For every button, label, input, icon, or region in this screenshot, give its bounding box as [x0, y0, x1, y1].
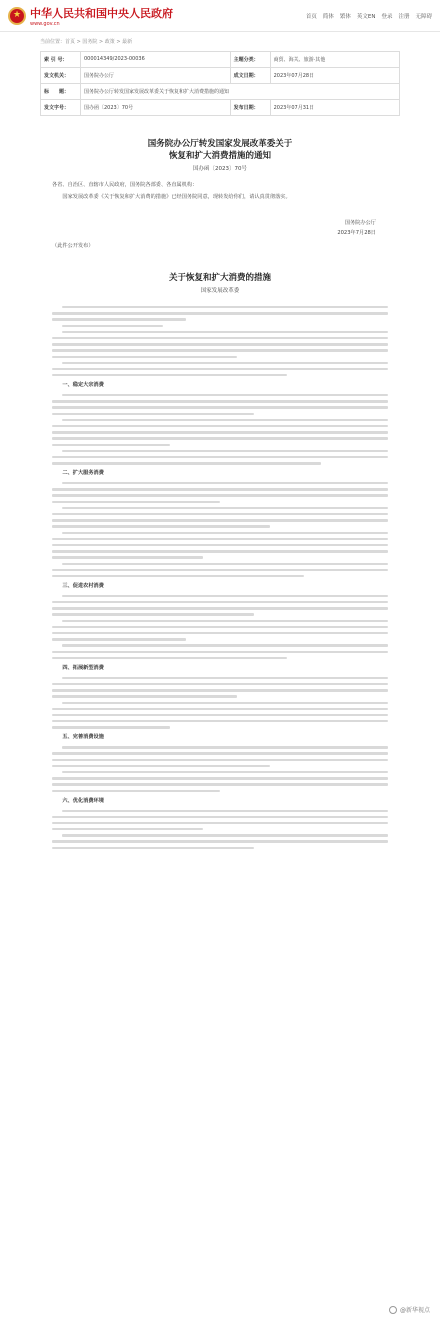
- meta-label: 索 引 号：: [41, 52, 81, 68]
- doc-public-note: （此件公开发布）: [52, 243, 94, 249]
- meta-value: 国务院办公厅转发国家发展改革委关于恢复和扩大消费措施的通知: [81, 84, 400, 100]
- doc-title-line1: 国务院办公厅转发国家发展改革委关于: [147, 139, 293, 149]
- section-heading: 二、扩大服务消费: [62, 470, 104, 477]
- body-text-block: [52, 595, 388, 659]
- doc-addressee: 各省、自治区、直辖市人民政府，国务院各部委、各直属机构：: [52, 182, 198, 188]
- doc-sign-date: 2023年7月28日: [337, 230, 376, 236]
- body-text-block: [52, 394, 388, 464]
- site-logo[interactable]: [8, 5, 173, 27]
- site-name: 中华人民共和国中央人民政府: [30, 6, 173, 20]
- meta-label: 发文机关：: [41, 68, 81, 84]
- document-meta-table: [40, 51, 400, 116]
- meta-label: 发文字号：: [41, 100, 81, 116]
- site-header: [0, 0, 440, 32]
- meta-value: 商贸、海关、旅游·其他: [270, 52, 399, 68]
- weibo-icon: [389, 1306, 397, 1314]
- measures-title: 关于恢复和扩大消费的措施: [168, 273, 271, 283]
- nav-home[interactable]: 首页: [305, 13, 317, 20]
- meta-row: [41, 84, 400, 100]
- section-heading: 四、拓展新型消费: [62, 664, 104, 671]
- body-text-block: [52, 810, 388, 850]
- section-heading: 五、完善消费设施: [62, 734, 104, 741]
- nav-login[interactable]: 登录: [381, 13, 393, 20]
- meta-value: 2023年07月28日: [270, 68, 399, 84]
- nav-accessibility[interactable]: 无障碍: [415, 13, 432, 20]
- breadcrumb: 当前位置：首页 > 国务院 > 政策 > 最新: [40, 39, 133, 45]
- nav-register[interactable]: 注册: [398, 13, 410, 20]
- section-heading: 三、促进农村消费: [62, 583, 104, 590]
- meta-label: 主题分类：: [230, 52, 270, 68]
- body-text-block: [52, 306, 388, 376]
- watermark-text: @新华视点: [399, 1307, 430, 1314]
- doc-signer: 国务院办公厅: [344, 220, 376, 226]
- top-nav: [306, 12, 432, 20]
- nav-simplified[interactable]: 简体: [322, 13, 334, 20]
- nav-english[interactable]: 英文EN: [356, 13, 376, 20]
- meta-value: 000014349/2023-00036: [81, 52, 231, 68]
- meta-row: [41, 100, 400, 116]
- section-heading: 一、稳定大宗消费: [62, 382, 104, 389]
- measures-author: 国家发展改革委: [200, 288, 240, 294]
- source-watermark: [389, 1305, 430, 1314]
- meta-row: [41, 68, 400, 84]
- body-text-block: [52, 746, 388, 792]
- doc-intro: 国家发展改革委《关于恢复和扩大消费的措施》已经国务院同意，现转发给你们，请认真贯彻落实。: [62, 194, 291, 200]
- doc-title-line2: 恢复和扩大消费措施的通知: [168, 151, 271, 161]
- meta-value: 2023年07月31日: [270, 100, 399, 116]
- section-heading: 六、优化消费环境: [62, 797, 104, 804]
- meta-row: [41, 52, 400, 68]
- meta-value: 国办函〔2023〕70号: [81, 100, 231, 116]
- meta-label: 成文日期：: [230, 68, 270, 84]
- document-body: [0, 116, 440, 849]
- meta-value: 国务院办公厅: [81, 68, 231, 84]
- national-emblem-icon: [8, 7, 26, 25]
- meta-label: 发布日期：: [230, 100, 270, 116]
- meta-label: 标 题：: [41, 84, 81, 100]
- doc-number: 国办函〔2023〕70号: [193, 166, 247, 172]
- nav-traditional[interactable]: 繁体: [339, 13, 351, 20]
- body-text-block: [52, 482, 388, 577]
- site-url: www.gov.cn: [30, 20, 60, 27]
- body-text-block: [52, 677, 388, 729]
